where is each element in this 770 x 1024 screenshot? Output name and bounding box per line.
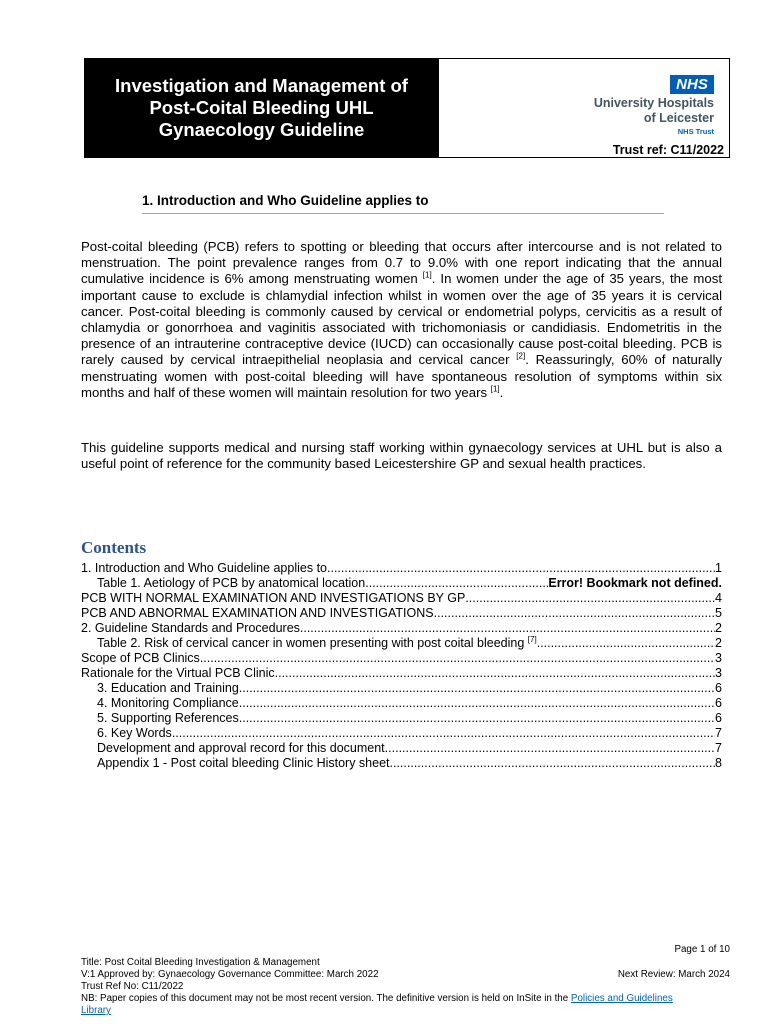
toc-item-page: 3 — [715, 666, 722, 680]
logo-org-line-1: University Hospitals — [593, 96, 714, 110]
toc-item-label: 5. Supporting References — [97, 711, 239, 725]
section-divider — [142, 213, 664, 214]
toc-item[interactable] — [81, 636, 722, 651]
footer-note-text: NB: Paper copies of this document may not be most recent version. The definitive version is held on InSite in the — [81, 993, 571, 1004]
toc-item-page: 7 — [715, 726, 722, 740]
intro-paragraph-2: This guideline supports medical and nursing staff working within gynaecology services at UHL but is also a useful point of reference for the community based Leicestershire GP and sexual health practices. — [81, 440, 722, 472]
toc-item-label: PCB WITH NORMAL EXAMINATION AND INVESTIGATIONS BY GP — [81, 591, 466, 605]
toc-item-page: 6 — [715, 681, 722, 695]
toc-item[interactable] — [81, 681, 722, 696]
footer-next-review: Next Review: March 2024 — [617, 969, 730, 980]
footer-version: V:1 Approved by: Gynaecology Governance Committee: March 2022 — [81, 969, 379, 980]
toc-item-label: 4. Monitoring Compliance — [97, 696, 239, 710]
toc-item[interactable] — [81, 666, 722, 681]
toc-item[interactable] — [81, 591, 722, 606]
intro-paragraph-1 — [81, 239, 722, 401]
footer-trust-ref: Trust Ref No: C11/2022 — [81, 981, 184, 992]
toc-item[interactable] — [81, 606, 722, 621]
document-title — [85, 59, 438, 157]
toc-item[interactable] — [81, 561, 722, 576]
footer-note — [81, 993, 741, 1005]
para1-text-3: . Reassuringly, 60% of naturally menstruating women with post-coital bleeding will have spontaneous resolution of symptoms within six months and half of these women will maintain resolution for two years — [81, 352, 722, 400]
toc-item-label: Table 1. Aetiology of PCB by anatomical location. — [97, 576, 369, 590]
toc-item[interactable] — [81, 621, 722, 636]
para1-text-2: . In women under the age of 35 years, the most important cause to exclude is chlamydial infection whilst in women over the age of 35 years it is cervical cancer. Post-coital bleeding is commonly caused by cervical or endometrial polyps, cervicitis as a result of chlamydia or gonorrhoea and vaginitis associated with trichomoniasis or candidiasis. Endometritis in the presence of an intrauterine contraceptive device (IUCD) can occasionally cause post-coital bleeding. PCB is rarely caused by cervical intraepithelial neoplasia and cervical cancer — [81, 271, 722, 368]
logo-org-line-3: NHS Trust — [677, 127, 714, 136]
footer-link-continued — [81, 1005, 111, 1017]
title-line-2: Post-Coital Bleeding UHL — [149, 97, 374, 118]
toc-item-label: Scope of PCB Clinics — [81, 651, 200, 665]
toc-item-page: 4 — [715, 591, 722, 605]
nhs-logo-badge: NHS — [670, 75, 714, 94]
toc-item[interactable] — [81, 711, 722, 726]
toc-item-page: 2 — [715, 621, 722, 635]
toc-item-label: 1. Introduction and Who Guideline applies to — [81, 561, 327, 575]
toc-item-page: 2 — [715, 636, 722, 650]
footer-page-number: Page 1 of 10 — [674, 944, 730, 955]
toc-item[interactable] — [81, 576, 722, 591]
toc-item-page: 1 — [715, 561, 722, 575]
section-heading: 1. Introduction and Who Guideline applies to — [142, 193, 429, 208]
toc-item[interactable] — [81, 726, 722, 741]
toc-item-page: 8 — [715, 756, 722, 770]
toc-item[interactable] — [81, 696, 722, 711]
toc-item-page: 7 — [715, 741, 722, 755]
toc-item-label: 3. Education and Training — [97, 681, 239, 695]
trust-ref: Trust ref: C11/2022 — [612, 143, 724, 157]
policies-guidelines-link[interactable]: Policies and Guidelines — [570, 993, 673, 1004]
toc-item-label: Rationale for the Virtual PCB Clinic — [81, 666, 275, 680]
toc-item-label: Appendix 1 - Post coital bleeding Clinic History sheet — [97, 756, 390, 770]
toc-item-page: Error! Bookmark not defined. — [548, 576, 722, 590]
toc-item-label: 6. Key Words — [97, 726, 172, 740]
toc-item[interactable] — [81, 741, 722, 756]
toc-item-label: 2. Guideline Standards and Procedures — [81, 621, 300, 635]
document-header — [84, 58, 730, 158]
logo-org-line-2: of Leicester — [643, 111, 714, 125]
toc-item-label: Development and approval record for this document — [97, 741, 385, 755]
footer-title: Title: Post Coital Bleeding Investigation & Management — [81, 957, 320, 968]
toc-item-page: 6 — [715, 711, 722, 725]
para1-text-4: . — [499, 384, 504, 400]
citation-1: [1] — [422, 271, 432, 281]
toc-item-page: 3 — [715, 651, 722, 665]
policies-library-link[interactable]: Library — [81, 1005, 111, 1016]
para1-text-1: Post-coital bleeding (PCB) refers to spotting or bleeding that occurs after intercourse and is not related to menstruation. The point prevalence ranges from 0.7 to 9.0% with one report indicating that the annual cumulative incidence is 6% among menstruating women — [81, 239, 722, 287]
toc-item-page: 5 — [715, 606, 722, 620]
citation-2: [2] — [516, 352, 526, 362]
toc-item[interactable] — [81, 756, 722, 771]
title-line-3: Gynaecology Guideline — [158, 119, 365, 140]
title-line-1: Investigation and Management of — [115, 75, 408, 96]
toc-item-label: Table 2. Risk of cervical cancer in women presenting with post coital bleeding [7] — [97, 636, 537, 650]
logo-cell — [438, 59, 730, 157]
citation-3: [1] — [490, 384, 500, 394]
contents-title: Contents — [81, 538, 147, 557]
toc-item-label: PCB AND ABNORMAL EXAMINATION AND INVESTIGATIONS — [81, 606, 434, 620]
toc-item-page: 6 — [715, 696, 722, 710]
toc-item[interactable] — [81, 651, 722, 666]
